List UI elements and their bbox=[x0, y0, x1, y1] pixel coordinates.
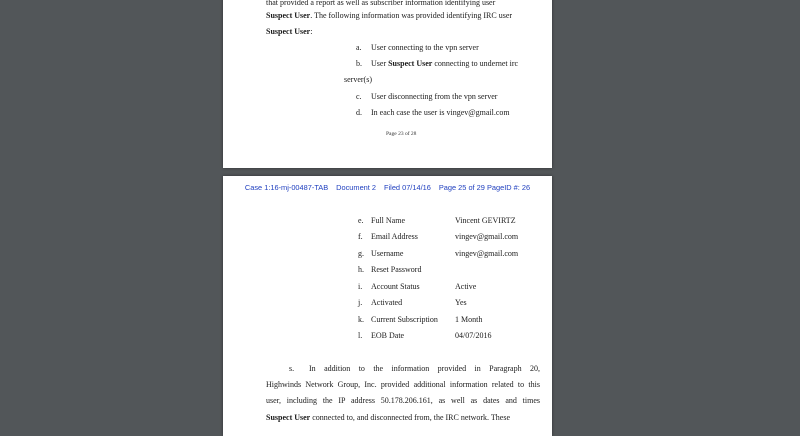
field-label: Current Subscription bbox=[371, 315, 438, 324]
document-page-previous bbox=[223, 0, 552, 168]
field-label: Activated bbox=[371, 298, 403, 307]
page-number: Page 23 of 28 bbox=[386, 131, 417, 137]
page-id: Page 25 of 29 PageID #: 26 bbox=[438, 183, 531, 192]
text-run: connecting to undernet irc bbox=[432, 59, 519, 68]
filed-date: Filed 07/14/16 bbox=[384, 183, 431, 192]
field-value: Active bbox=[455, 282, 477, 291]
bold-term: Suspect User bbox=[266, 413, 311, 422]
document-number: Document 2 bbox=[336, 183, 377, 192]
field-label: Email Address bbox=[371, 232, 418, 241]
bold-term: Suspect User bbox=[266, 27, 311, 36]
paragraph-line bbox=[266, 11, 512, 21]
case-number: Case 1:16-mj-00487-TAB bbox=[244, 183, 329, 192]
field-label: Reset Password bbox=[371, 265, 422, 274]
list-marker: d. bbox=[356, 108, 362, 117]
paragraph-line bbox=[266, 27, 312, 37]
text-run: : bbox=[310, 27, 313, 36]
bold-term: Suspect User bbox=[266, 11, 311, 20]
field-value: Yes bbox=[455, 298, 467, 307]
paragraph-line: user, including the IP address 50.178.206.161, as well as dates and times bbox=[266, 396, 540, 405]
list-marker: a. bbox=[356, 43, 362, 52]
bold-term: Suspect User bbox=[388, 59, 433, 68]
text-run: . The following information was provided identifying IRC user bbox=[310, 11, 513, 20]
text-run: connected to, and disconnected from, the IRC network. These bbox=[310, 413, 511, 422]
field-marker: g. bbox=[358, 249, 364, 258]
field-marker: h. bbox=[358, 265, 364, 274]
text-run: User bbox=[371, 59, 389, 68]
field-marker: k. bbox=[358, 315, 364, 324]
field-value: 04/07/2016 bbox=[455, 331, 492, 340]
paragraph-line: In addition to the information provided in Paragraph 20, bbox=[309, 364, 540, 373]
paragraph-line: Highwinds Network Group, Inc. provided additional information related to this bbox=[266, 380, 540, 389]
document-page-current bbox=[223, 176, 552, 436]
field-label: Full Name bbox=[371, 216, 405, 225]
list-item-text: User connecting to the vpn server bbox=[371, 43, 479, 52]
field-label: EOB Date bbox=[371, 331, 405, 340]
list-item-text: In each case the user is vingev@gmail.com bbox=[371, 108, 510, 117]
list-marker: b. bbox=[356, 59, 362, 68]
list-item-text bbox=[371, 59, 518, 69]
paragraph-line bbox=[266, 413, 540, 423]
field-marker: e. bbox=[358, 216, 364, 225]
paragraph-line: that provided a report as well as subscriber information identifying user bbox=[266, 0, 496, 7]
field-marker: i. bbox=[358, 282, 363, 291]
paragraph-marker: s. bbox=[289, 364, 295, 373]
field-value: vingev@gmail.com bbox=[455, 232, 519, 241]
field-marker: l. bbox=[358, 331, 363, 340]
field-value: Vincent GEVIRTZ bbox=[455, 216, 516, 225]
field-value: vingev@gmail.com bbox=[455, 249, 519, 258]
field-marker: f. bbox=[358, 232, 363, 241]
list-item-text: User disconnecting from the vpn server bbox=[371, 92, 498, 101]
field-marker: j. bbox=[358, 298, 363, 307]
list-item-text-wrap: server(s) bbox=[344, 75, 372, 84]
field-label: Username bbox=[371, 249, 404, 258]
list-marker: c. bbox=[356, 92, 362, 101]
case-header bbox=[223, 183, 552, 192]
field-value: 1 Month bbox=[455, 315, 483, 324]
field-label: Account Status bbox=[371, 282, 420, 291]
